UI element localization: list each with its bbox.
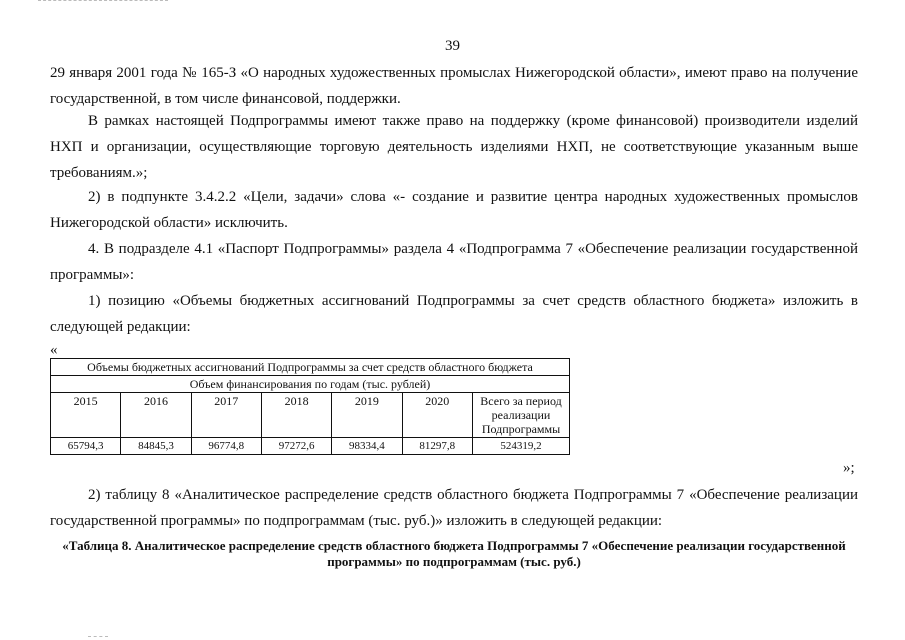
paragraph-amendment-3-4-2-2: 2) в подпункте 3.4.2.2 «Цели, задачи» слова «- создание и развитие центра народных художественных промыслов Нижегородской области» исключить. xyxy=(50,189,858,231)
value-cell: 84845,3 xyxy=(121,438,191,455)
paragraph-position-1: 1) позицию «Объемы бюджетных ассигнований Подпрограммы за счет средств областного бюджета» изложить в следующей редакции: xyxy=(50,293,858,335)
budget-table-title: Объемы бюджетных ассигнований Подпрограммы за счет средств областного бюджета xyxy=(51,359,570,376)
header-cell-total: Всего за период реализации Подпрограммы xyxy=(473,393,570,438)
paragraph-section-4-1: 4. В подразделе 4.1 «Паспорт Подпрограммы» раздела 4 «Подпрограмма 7 «Обеспечение реализации государственной программы»: xyxy=(50,241,858,283)
scan-artifact-bottom xyxy=(88,636,108,638)
header-cell: 2019 xyxy=(332,393,402,438)
budget-table-subtitle: Объем финансирования по годам (тыс. рублей) xyxy=(51,376,570,393)
page-number: 39 xyxy=(445,38,460,54)
value-cell: 98334,4 xyxy=(332,438,402,455)
budget-table xyxy=(50,358,570,455)
header-cell: 2015 xyxy=(51,393,121,438)
header-cell: 2020 xyxy=(402,393,472,438)
value-cell: 97272,6 xyxy=(261,438,331,455)
budget-table-header-row xyxy=(51,393,570,438)
paragraph-support-rights: В рамках настоящей Подпрограммы имеют также право на поддержку (кроме финансовой) производители изделий НХП и организации, осуществляющие торговую деятельность изделиями НХП, не соответствующие указанным выше требованиям.»; xyxy=(50,113,858,181)
value-cell: 65794,3 xyxy=(51,438,121,455)
scan-artifact-top xyxy=(38,0,168,2)
paragraph-continuation: 29 января 2001 года № 165-З «О народных художественных промыслах Нижегородской области», имеют право на получение государственной, в том числе финансовой, поддержки. xyxy=(50,65,858,107)
header-cell: 2018 xyxy=(261,393,331,438)
value-cell: 96774,8 xyxy=(191,438,261,455)
closing-quote: »; xyxy=(843,460,855,476)
header-cell: 2016 xyxy=(121,393,191,438)
table-8-caption: «Таблица 8. Аналитическое распределение средств областного бюджета Подпрограммы 7 «Обеспечение реализации государственной программы» по подпрограммам (тыс. руб.) xyxy=(62,538,846,569)
value-cell-total: 524319,2 xyxy=(473,438,570,455)
budget-table-values-row xyxy=(51,438,570,455)
value-cell: 81297,8 xyxy=(402,438,472,455)
opening-quote: « xyxy=(50,342,58,358)
paragraph-table-8: 2) таблицу 8 «Аналитическое распределение средств областного бюджета Подпрограммы 7 «Обеспечение реализации государственной программы» по подпрограммам (тыс. руб.)» изложить в следующей редакции: xyxy=(50,487,858,529)
header-cell: 2017 xyxy=(191,393,261,438)
